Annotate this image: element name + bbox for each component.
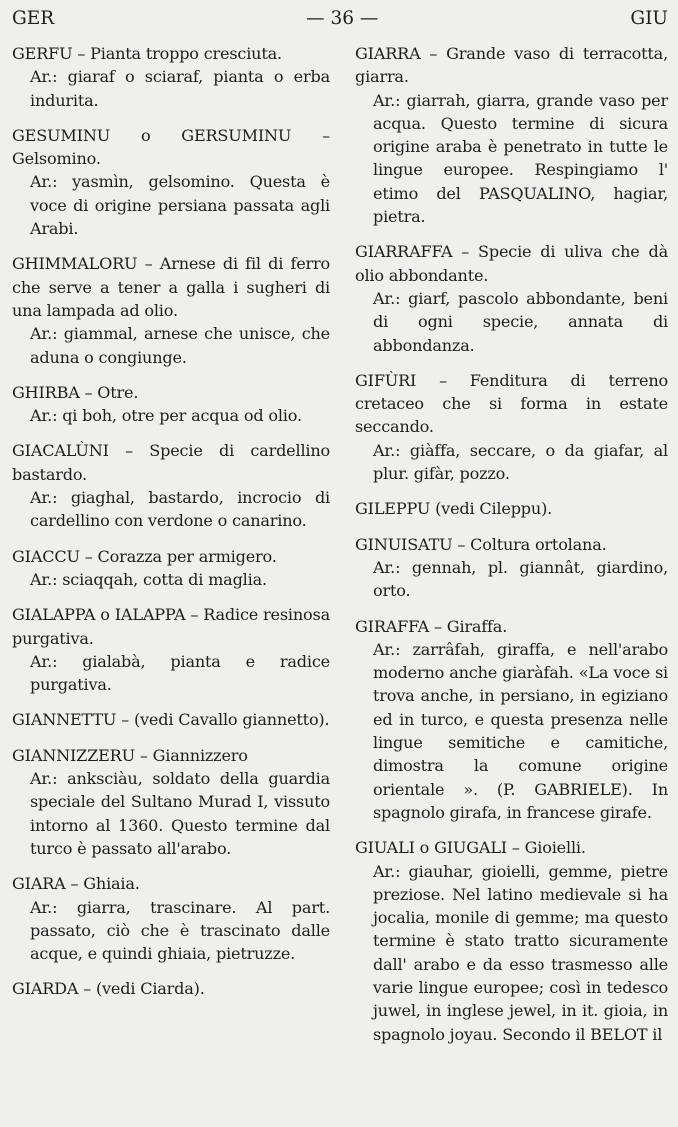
entry-definition: GIUALI o GIUGALI – Gioielli.: [355, 838, 586, 858]
entry-etymology: Ar.: sciaqqah, cotta di maglia.: [30, 569, 267, 589]
dictionary-entry: [355, 615, 668, 825]
entry-etymology: Ar.: giarra, trascinare. Al part. passato, ciò che è trascinato dalle acque, e quindi ghiaia, pietruzze.: [30, 897, 330, 964]
right-column: [355, 42, 668, 1058]
dictionary-entry: [12, 872, 330, 965]
entry-etymology: Ar.: giaghal, bastardo, incrocio di cardellino con verdone o canarino.: [30, 488, 330, 531]
entry-etymology: Ar.: giauhar, gioielli, gemme, pietre preziose. Nel latino medievale si ha jocalia, monile di gemme; ma questo termine è stato tratto sicuramente dall' arabo e da esso trasmesso alle varie lingue europee; così in tedesco juwel, in inglese jewel, in it. gioia, in spagnolo joyau. Secondo il BELOT il: [373, 861, 668, 1044]
entry-definition: GIARA – Ghiaia.: [12, 874, 140, 894]
entry-definition: GESUMINU o GERSUMINU – Gelsomino.: [12, 125, 330, 169]
dictionary-entry: [12, 439, 330, 532]
dictionary-entry: [355, 533, 668, 603]
entry-etymology: Ar.: giàffa, seccare, o da giafar, al plur. gifàr, pozzo.: [373, 440, 668, 484]
entry-etymology: Ar.: zarrâfah, giraffa, e nell'arabo moderno anche giaràfah. «La voce si trova anche, in persiano, in egiziano ed in turco, e questa presenza nelle lingue semitiche e camitiche, dimostra la comune origine orientale ». (P. GABRIELE). In spagnolo girafa, in francese girafe.: [373, 639, 668, 822]
dictionary-entry: [355, 42, 668, 228]
entry-definition: GIRAFFA – Giraffa.: [355, 616, 508, 636]
text-columns: [12, 42, 668, 1058]
entry-etymology: Ar.: giaraf o sciaraf, pianta o erba indurita.: [30, 67, 330, 110]
entry-etymology: Ar.: yasmìn, gelsomino. Questa è voce di origine persiana passata agli Arabi.: [30, 172, 330, 239]
dictionary-entry: [12, 381, 330, 428]
dictionary-entry: [12, 124, 330, 240]
entry-definition: GINUISATU – Coltura ortolana.: [355, 534, 607, 554]
entry-definition: GIARDA – (vedi Ciarda).: [12, 979, 205, 999]
dictionary-entry: [12, 252, 330, 368]
entry-etymology: Ar.: giarf, pascolo abbondante, beni di ogni specie, annata di abbondanza.: [373, 288, 668, 355]
entry-definition: GIANNETTU – (vedi Cavallo giannetto).: [12, 710, 330, 730]
entry-definition: GIFÙRI – Fenditura di terreno cretaceo che si forma in estate seccando.: [355, 370, 668, 437]
entry-definition: GIARRA – Grande vaso di terracotta, giarra.: [355, 44, 668, 87]
dictionary-entry: [355, 240, 668, 356]
running-header: [12, 8, 668, 42]
header-right-guideword: GIU: [630, 8, 668, 29]
dictionary-entry: [355, 836, 668, 1046]
dictionary-entry: [12, 545, 330, 592]
left-column: [12, 42, 330, 1058]
dictionary-entry: [12, 744, 330, 860]
entry-etymology: Ar.: giammal, arnese che unisce, che aduna o congiunge.: [30, 324, 330, 367]
entry-definition: GIANNIZZERU – Giannizzero: [12, 745, 248, 765]
entry-etymology: Ar.: qi boh, otre per acqua od olio.: [30, 406, 302, 426]
entry-definition: GERFU – Pianta troppo cresciuta.: [12, 44, 282, 63]
entry-definition: GILEPPU (vedi Cileppu).: [355, 499, 553, 519]
entry-etymology: Ar.: gialabà, pianta e radice purgativa.: [30, 651, 330, 695]
entry-etymology: Ar.: anksciàu, soldato della guardia speciale del Sultano Murad I, vissuto intorno al 1360. Questo termine dal turco è passato all'arabo.: [30, 769, 330, 858]
entry-definition: GHIRBA – Otre.: [12, 382, 139, 402]
dictionary-entry: [355, 497, 668, 520]
dictionary-entry: [12, 42, 330, 112]
entry-definition: GIACCU – Corazza per armigero.: [12, 546, 277, 566]
page-number: — 36 —: [306, 8, 379, 29]
entry-definition: GIARRAFFA – Specie di uliva che dà olio abbondante.: [355, 242, 668, 285]
entry-definition: GIALAPPA o IALAPPA – Radice resinosa purgativa.: [12, 605, 330, 648]
dictionary-entry: [12, 708, 330, 731]
entry-etymology: Ar.: giarrah, giarra, grande vaso per acqua. Questo termine di sicura origine araba è penetrato in tutte le lingue europee. Respingiamo l' etimo del PASQUALINO, hagiar, pietra.: [373, 90, 668, 227]
entry-definition: GHIMMALORU – Arnese di fil di ferro che serve a tener a galla i sugheri di una lampada ad olio.: [12, 254, 330, 320]
dictionary-entry: [12, 603, 330, 696]
header-left-guideword: GER: [12, 8, 55, 29]
entry-definition: GIACALÙNI – Specie di cardellino bastardo.: [12, 441, 330, 484]
dictionary-entry: [355, 369, 668, 485]
entry-etymology: Ar.: gennah, pl. giannât, giardino, orto.: [373, 557, 668, 601]
dictionary-entry: [12, 977, 330, 1000]
